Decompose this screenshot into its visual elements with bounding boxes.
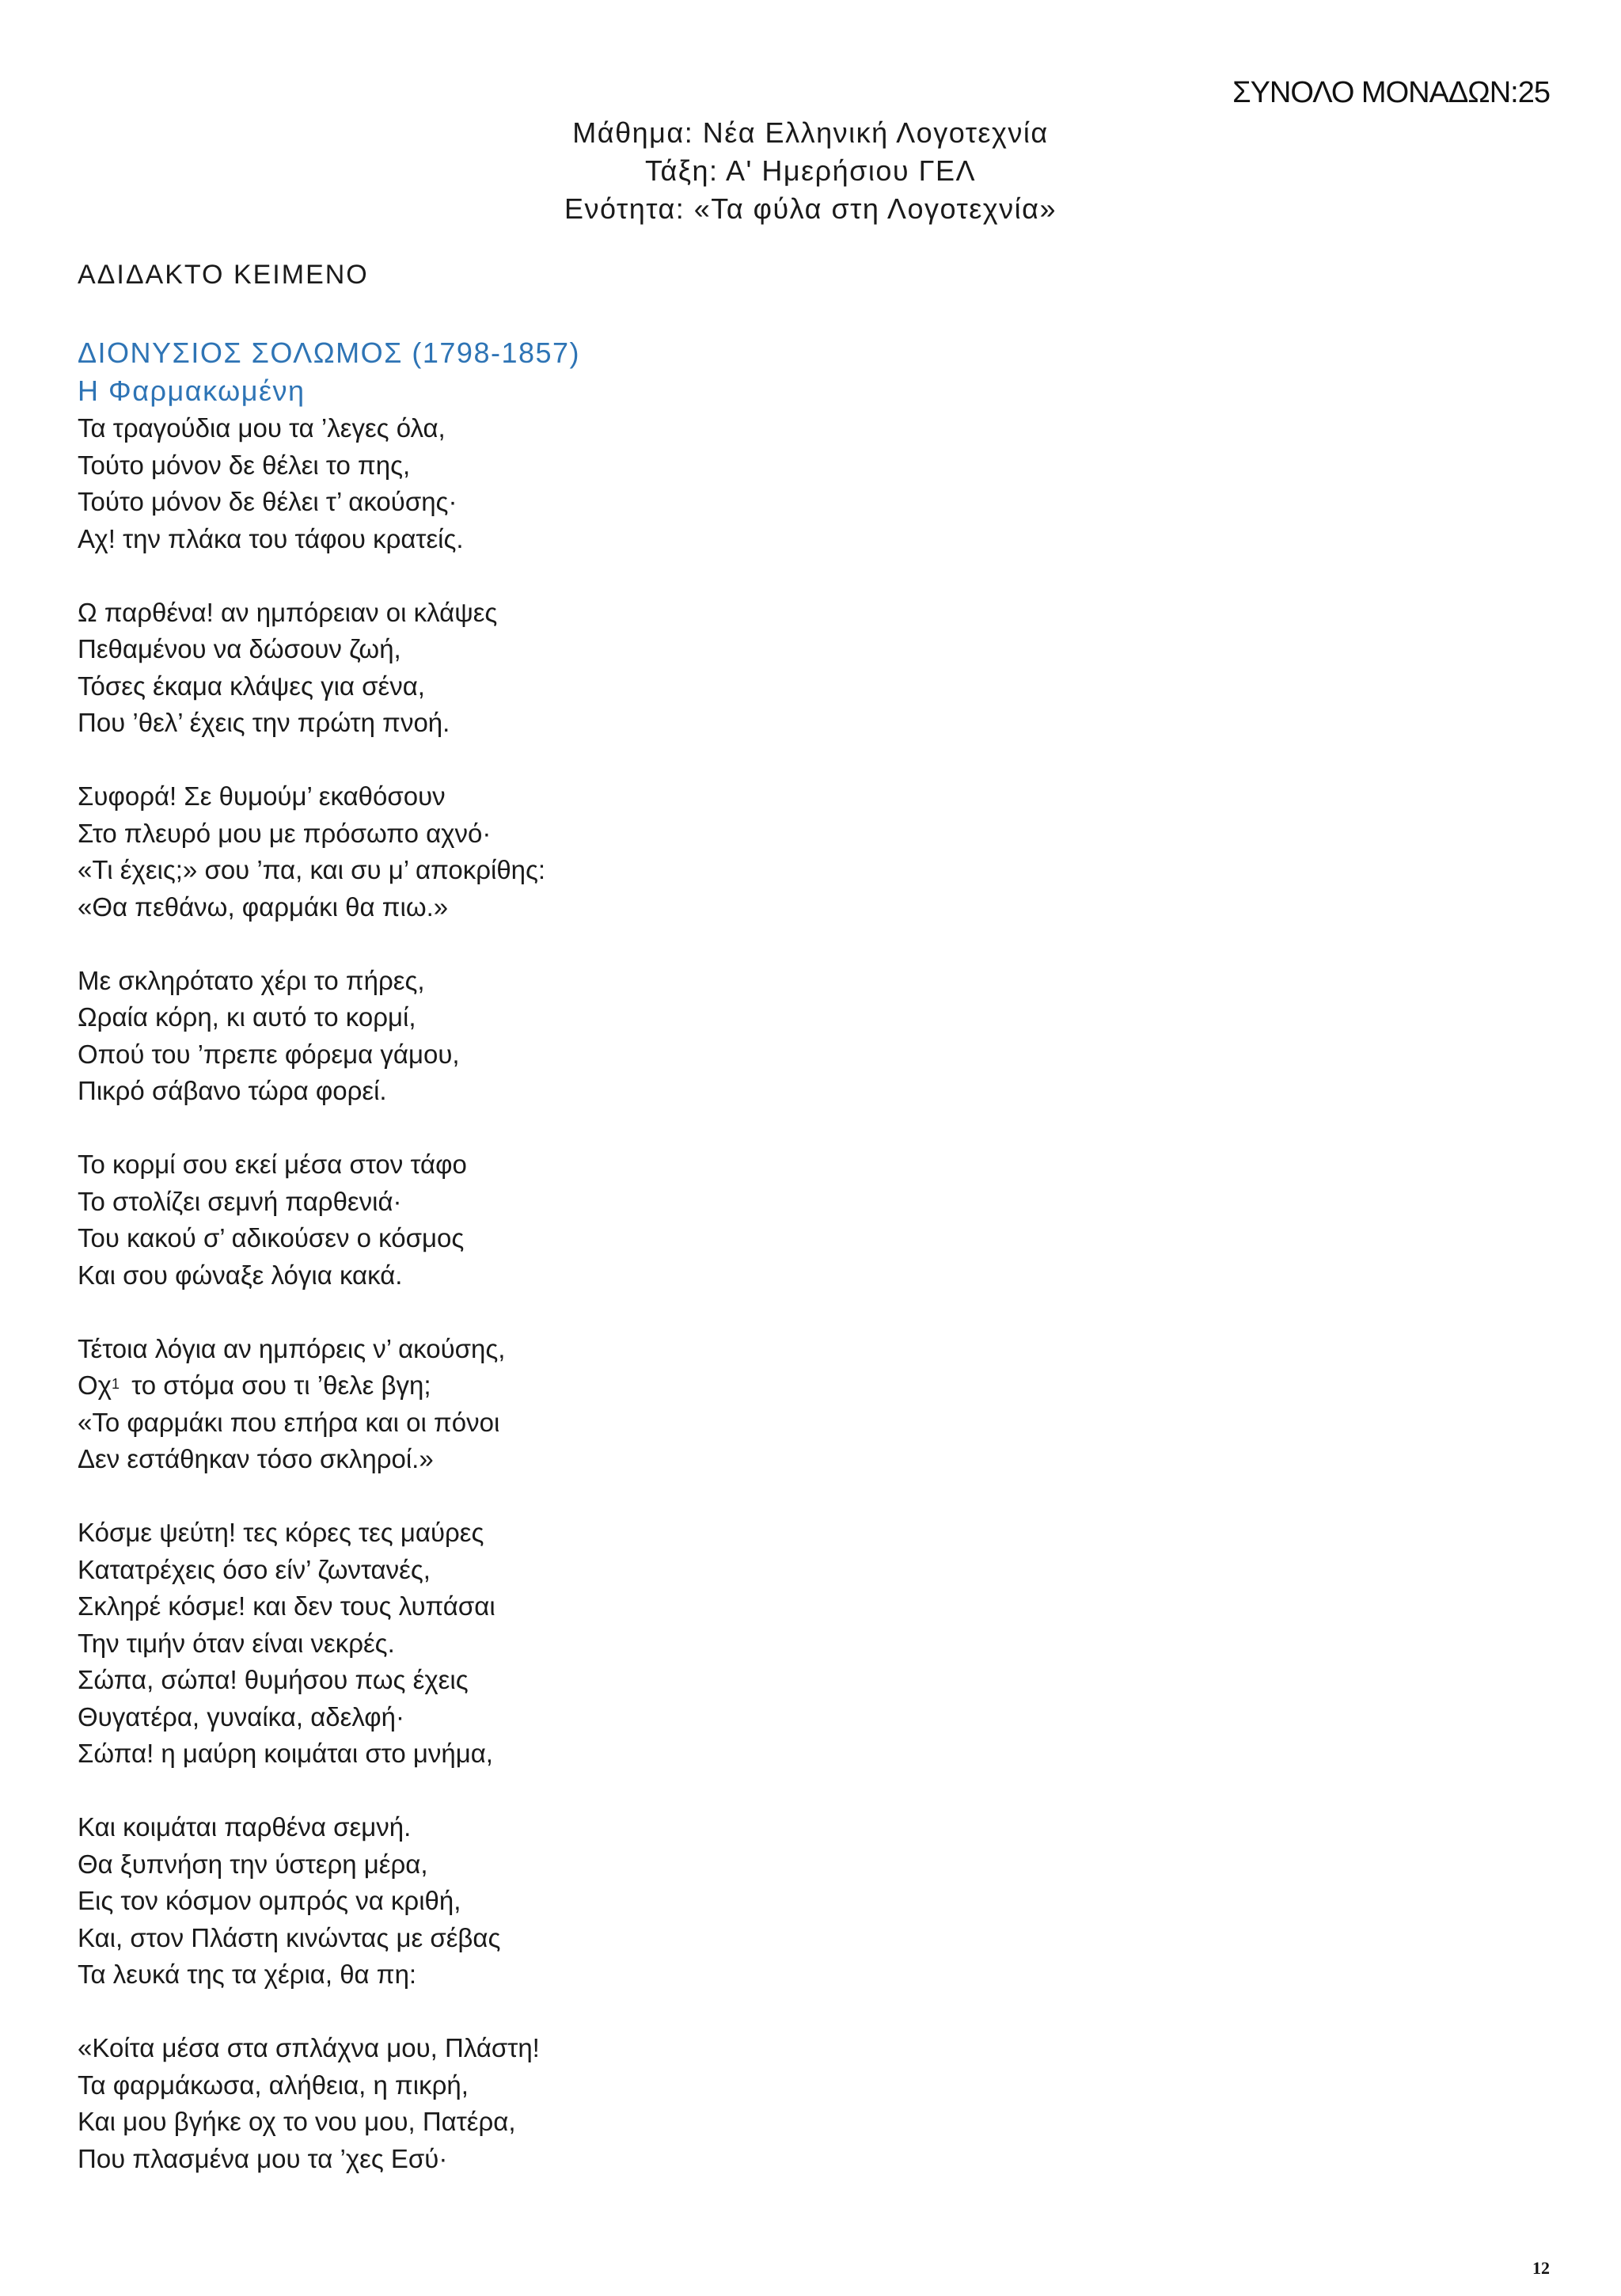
document-header	[0, 114, 1621, 228]
stanza-7	[78, 1515, 948, 1773]
poem-line: Τούτο μόνον δε θέλει το πης,	[78, 450, 411, 480]
stanza-2	[78, 595, 948, 742]
poem-line: Και κοιμάται παρθένα σεμνή.	[78, 1812, 412, 1842]
poem-line: Σώπα, σώπα! θυμήσου πως έχεις	[78, 1665, 469, 1694]
poem-line: Οπού του ’πρεπε φόρεμα γάμου,	[78, 1039, 460, 1069]
poem-line: Και μου βγήκε οχ το νου μου, Πατέρα,	[78, 2107, 516, 2136]
poem-line: Τα τραγούδια μου τα ’λεγες όλα,	[78, 413, 446, 443]
stanza-5	[78, 1146, 948, 1294]
poem-body	[78, 410, 948, 2214]
unseen-text-heading: ΑΔΙΔΑΚΤΟ ΚΕΙΜΕΝΟ	[78, 260, 369, 290]
poem-line: Κόσμε ψεύτη! τες κόρες τες μαύρες	[78, 1518, 484, 1547]
poem-line: Το κορμί σου εκεί μέσα στον τάφο	[78, 1150, 467, 1179]
poem-line: Και, στον Πλάστη κινώντας με σέβας	[78, 1922, 501, 1952]
poem-title: Η Φαρμακωμένη	[78, 374, 306, 407]
footnote-marker: 1	[112, 1376, 120, 1392]
poem-line: Και σου φώναξε λόγια κακά.	[78, 1260, 403, 1290]
poem-line: Τέτοια λόγια αν ημπόρεις ν’ ακούσης,	[78, 1333, 506, 1363]
total-units-label: ΣΥΝΟΛΟ ΜΟΝΑΔΩΝ:25	[1232, 76, 1550, 109]
poem-line: Σκληρέ κόσμε! και δεν τους λυπάσαι	[78, 1591, 495, 1621]
poem-line: Αχ! την πλάκα του τάφου κρατείς.	[78, 523, 464, 553]
stanza-4	[78, 963, 948, 1110]
stanza-8	[78, 1809, 948, 1994]
poem-line: Σώπα! η μαύρη κοιμάται στο μνήμα,	[78, 1739, 493, 1768]
poem-line-with-footnote	[78, 1367, 948, 1405]
poem-line-rest: το στόμα σου τι ’θελε βγη;	[131, 1370, 431, 1400]
poem-line: «Τι έχεις;» σου ’πα, και συ μ’ αποκρίθης:	[78, 855, 546, 884]
author-heading: ΔΙΟΝΥΣΙΟΣ ΣΟΛΩΜΟΣ (1798-1857)	[78, 336, 581, 369]
poem-line: Θυγατέρα, γυναίκα, αδελφή·	[78, 1701, 404, 1732]
poem-line: Με σκληρότατο χέρι το πήρες,	[78, 965, 425, 995]
poem-line: Κατατρέχεις όσο είν’ ζωντανές,	[78, 1554, 431, 1584]
poem-line: Ωραία κόρη, κι αυτό το κορμί,	[78, 1002, 416, 1032]
stanza-3	[78, 778, 948, 926]
class-line: Τάξη: Α' Ημερήσιου ΓΕΛ	[645, 154, 976, 187]
unit-line: Ενότητα: «Τα φύλα στη Λογοτεχνία»	[564, 192, 1057, 225]
poem-line: Την τιμήν όταν είναι νεκρές.	[78, 1628, 395, 1658]
poem-line: Πεθαμένου να δώσουν ζωή,	[78, 634, 401, 663]
poem-line: Τούτο μόνον δε θέλει τ’ ακούσης·	[78, 487, 457, 516]
poem-line: Συφορά! Σε θυμούμ’ εκαθόσουν	[78, 781, 446, 811]
poem-line: «Θα πεθάνω, φαρμάκι θα πιω.»	[78, 891, 449, 922]
poem-line: Που ’θελ’ έχεις την πρώτη πνοή.	[78, 708, 450, 737]
poem-line: Τα λευκά της τα χέρια, θα πη:	[78, 1960, 417, 1989]
poem-line-start: Οχ	[78, 1370, 112, 1400]
stanza-9	[78, 2030, 948, 2177]
poem-line: «Κοίτα μέσα στα σπλάχνα μου, Πλάστη!	[78, 2033, 540, 2062]
poem-line: Τόσες έκαμα κλάψες για σένα,	[78, 671, 425, 701]
poem-line: Ω παρθένα! αν ημπόρειαν οι κλάψες	[78, 597, 498, 627]
poem-line: Στο πλευρό μου με πρόσωπο αχνό·	[78, 818, 492, 848]
stanza-1	[78, 410, 948, 557]
stanza-6	[78, 1331, 948, 1478]
poem-line: «Το φαρμάκι που επήρα και οι πόνοι	[78, 1407, 500, 1437]
poem-line: Το στολίζει σεμνή παρθενιά·	[78, 1186, 402, 1216]
page-number: 12	[1532, 2258, 1550, 2278]
poem-line: Εις τον κόσμον ομπρός να κριθή,	[78, 1886, 461, 1915]
poem-line: Που πλασμένα μου τα ’χες Εσύ·	[78, 2143, 448, 2173]
poem-line: Του κακού σ’ αδικούσεν ο κόσμος	[78, 1223, 465, 1253]
poem-line: Τα φαρμάκωσα, αλήθεια, η πικρή,	[78, 2070, 469, 2100]
subject-line: Μάθημα: Νέα Ελληνική Λογοτεχνία	[572, 116, 1049, 149]
poem-line: Θα ξυπνήση την ύστερη μέρα,	[78, 1849, 428, 1879]
poem-line: Δεν εστάθηκαν τόσο σκληροί.»	[78, 1444, 434, 1473]
poem-line: Πικρό σάβανο τώρα φορεί.	[78, 1076, 387, 1105]
